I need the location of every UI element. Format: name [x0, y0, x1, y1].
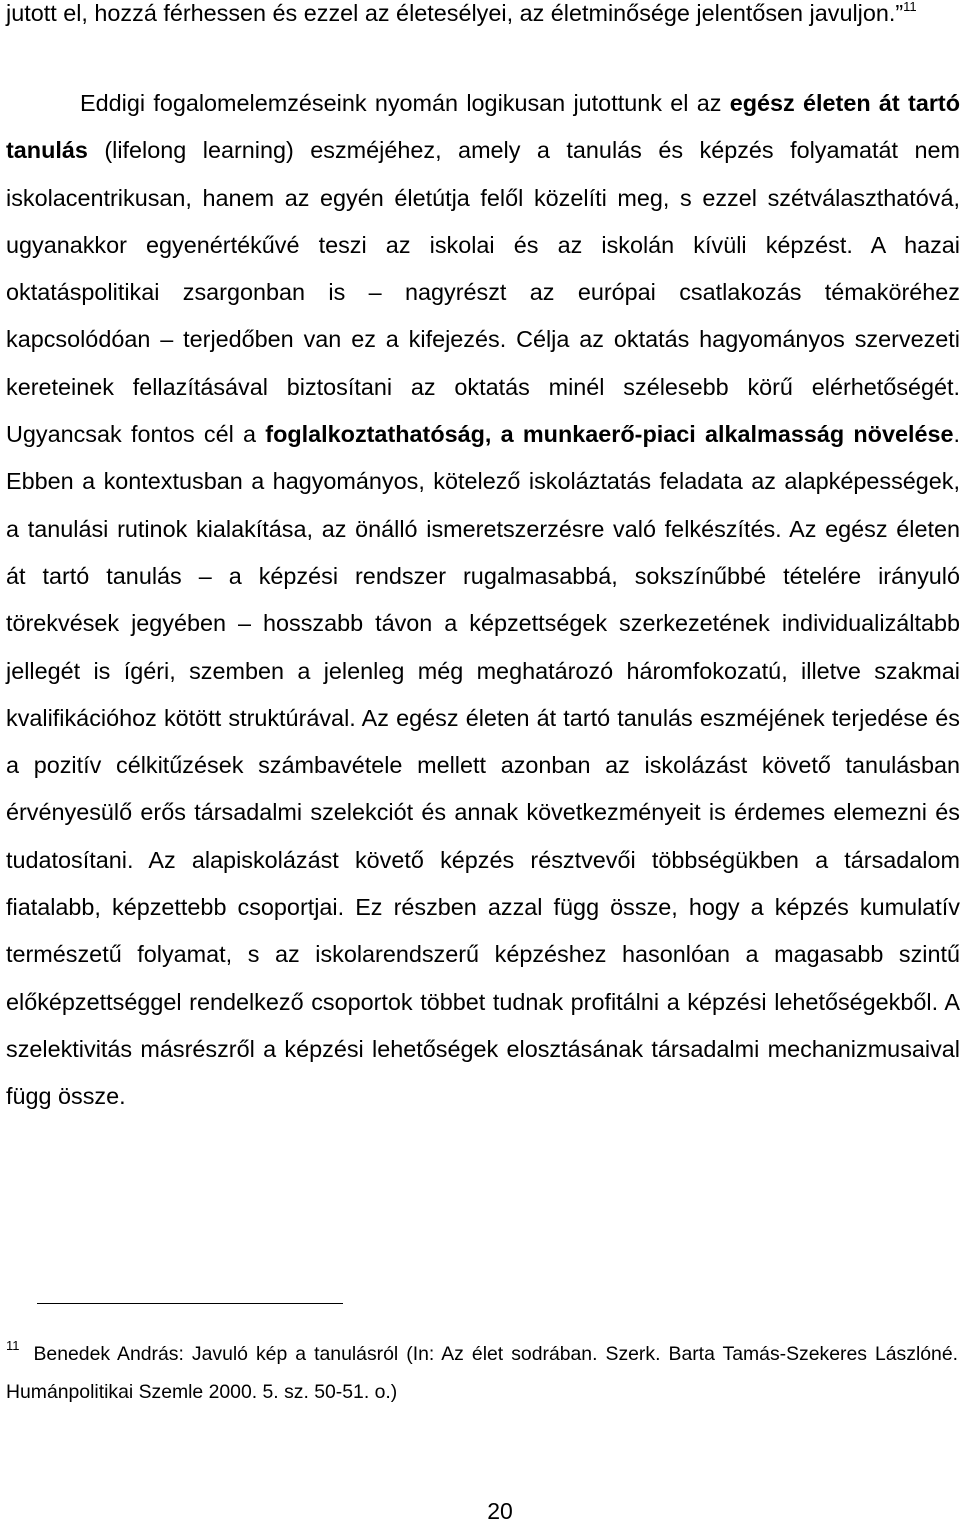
paragraph-lifelong-learning [6, 80, 960, 1121]
paragraph-1-text: jutott el, hozzá férhessen és ezzel az életesélyei, az életminősége jelentősen javuljon.” [6, 0, 904, 26]
footnote-text: Benedek András: Javuló kép a tanulásról (In: Az élet sodrában. Szerk. Barta Tamás-Szekeres Lászlóné. Humánpolitikai Szemle 2000. 5. sz. 50-51. o.) [6, 1343, 958, 1403]
paragraph-continuation [6, 0, 960, 37]
emphasis-employability: foglalkoztathatóság, a munkaerő-piaci alkalmasság növelése [265, 421, 954, 448]
footnote-number: 11 [6, 1338, 20, 1353]
footnote-separator [37, 1303, 343, 1304]
paragraph-2-segment-1: Eddigi fogalomelemzéseink nyomán logikusan jutottunk el az [80, 90, 730, 116]
footnote-reference: 11 [903, 0, 917, 14]
page-number: 20 [487, 1498, 513, 1524]
paragraph-2-segment-3: . Ebben a kontextusban a hagyományos, kötelező iskoláztatás feladata az alapképességek, a tanulási rutinok kialakítása, az önálló ismeretszerzésre való felkészítés. Az egész életen át tartó tanulás – a képzési rendszer rugalmasabbá, sokszínűbbé tételére irányuló törekvések jegyében – hosszabb távon a képzettségek szerkezetének individualizáltabb jellegét is ígéri, szemben a jelenleg még meghatározó háromfokozatú, illetve szakmai kvalifikációhoz kötött struktúrával. Az egész életen át tartó tanulás eszméjének terjedése és a pozitív célkitűzések számbavétele mellett azonban az iskolázást követő tanulásban érvényesülő erős társadalmi szelekciót és annak következményeit is érdemes elemezni és tudatosítani. Az alapiskolázást követő képzés résztvevői többségükben a társadalom fiatalabb, képzettebb csoportjai. Ez részben azzal függ össze, hogy a képzés kumulatív természetű folyamat, s az iskolarendszerű képzéshez hasonlóan a magasabb szintű előképzettséggel rendelkező csoportok többet tudnak profitálni a képzési lehetőségekből. A szelektivitás másrészről a képzési lehetőségek elosztásának társadalmi mechanizmusaival függ össze. [6, 421, 960, 1110]
paragraph-2-segment-2: (lifelong learning) eszméjéhez, amely a tanulás és képzés folyamatát nem iskolacentrikusan, hanem az egyén életútja felől közelíti meg, s ezzel szétválaszthatóvá, ugyanakkor egyenértékűvé teszi az iskolai és az iskolán kívüli képzést. A hazai oktatáspolitikai zsargonban is – nagyrészt az európai csatlakozás témaköréhez kapcsolódóan – terjedőben van ez a kifejezés. Célja az oktatás hagyományos szervezeti kereteinek fellazításával biztosítani az oktatás minél szélesebb körű elérhetőségét. Ugyancsak fontos cél a [6, 137, 960, 448]
footnote [6, 1336, 958, 1411]
emphasis-lifelong-learning: egész életen át tartó tanulás [6, 90, 960, 164]
